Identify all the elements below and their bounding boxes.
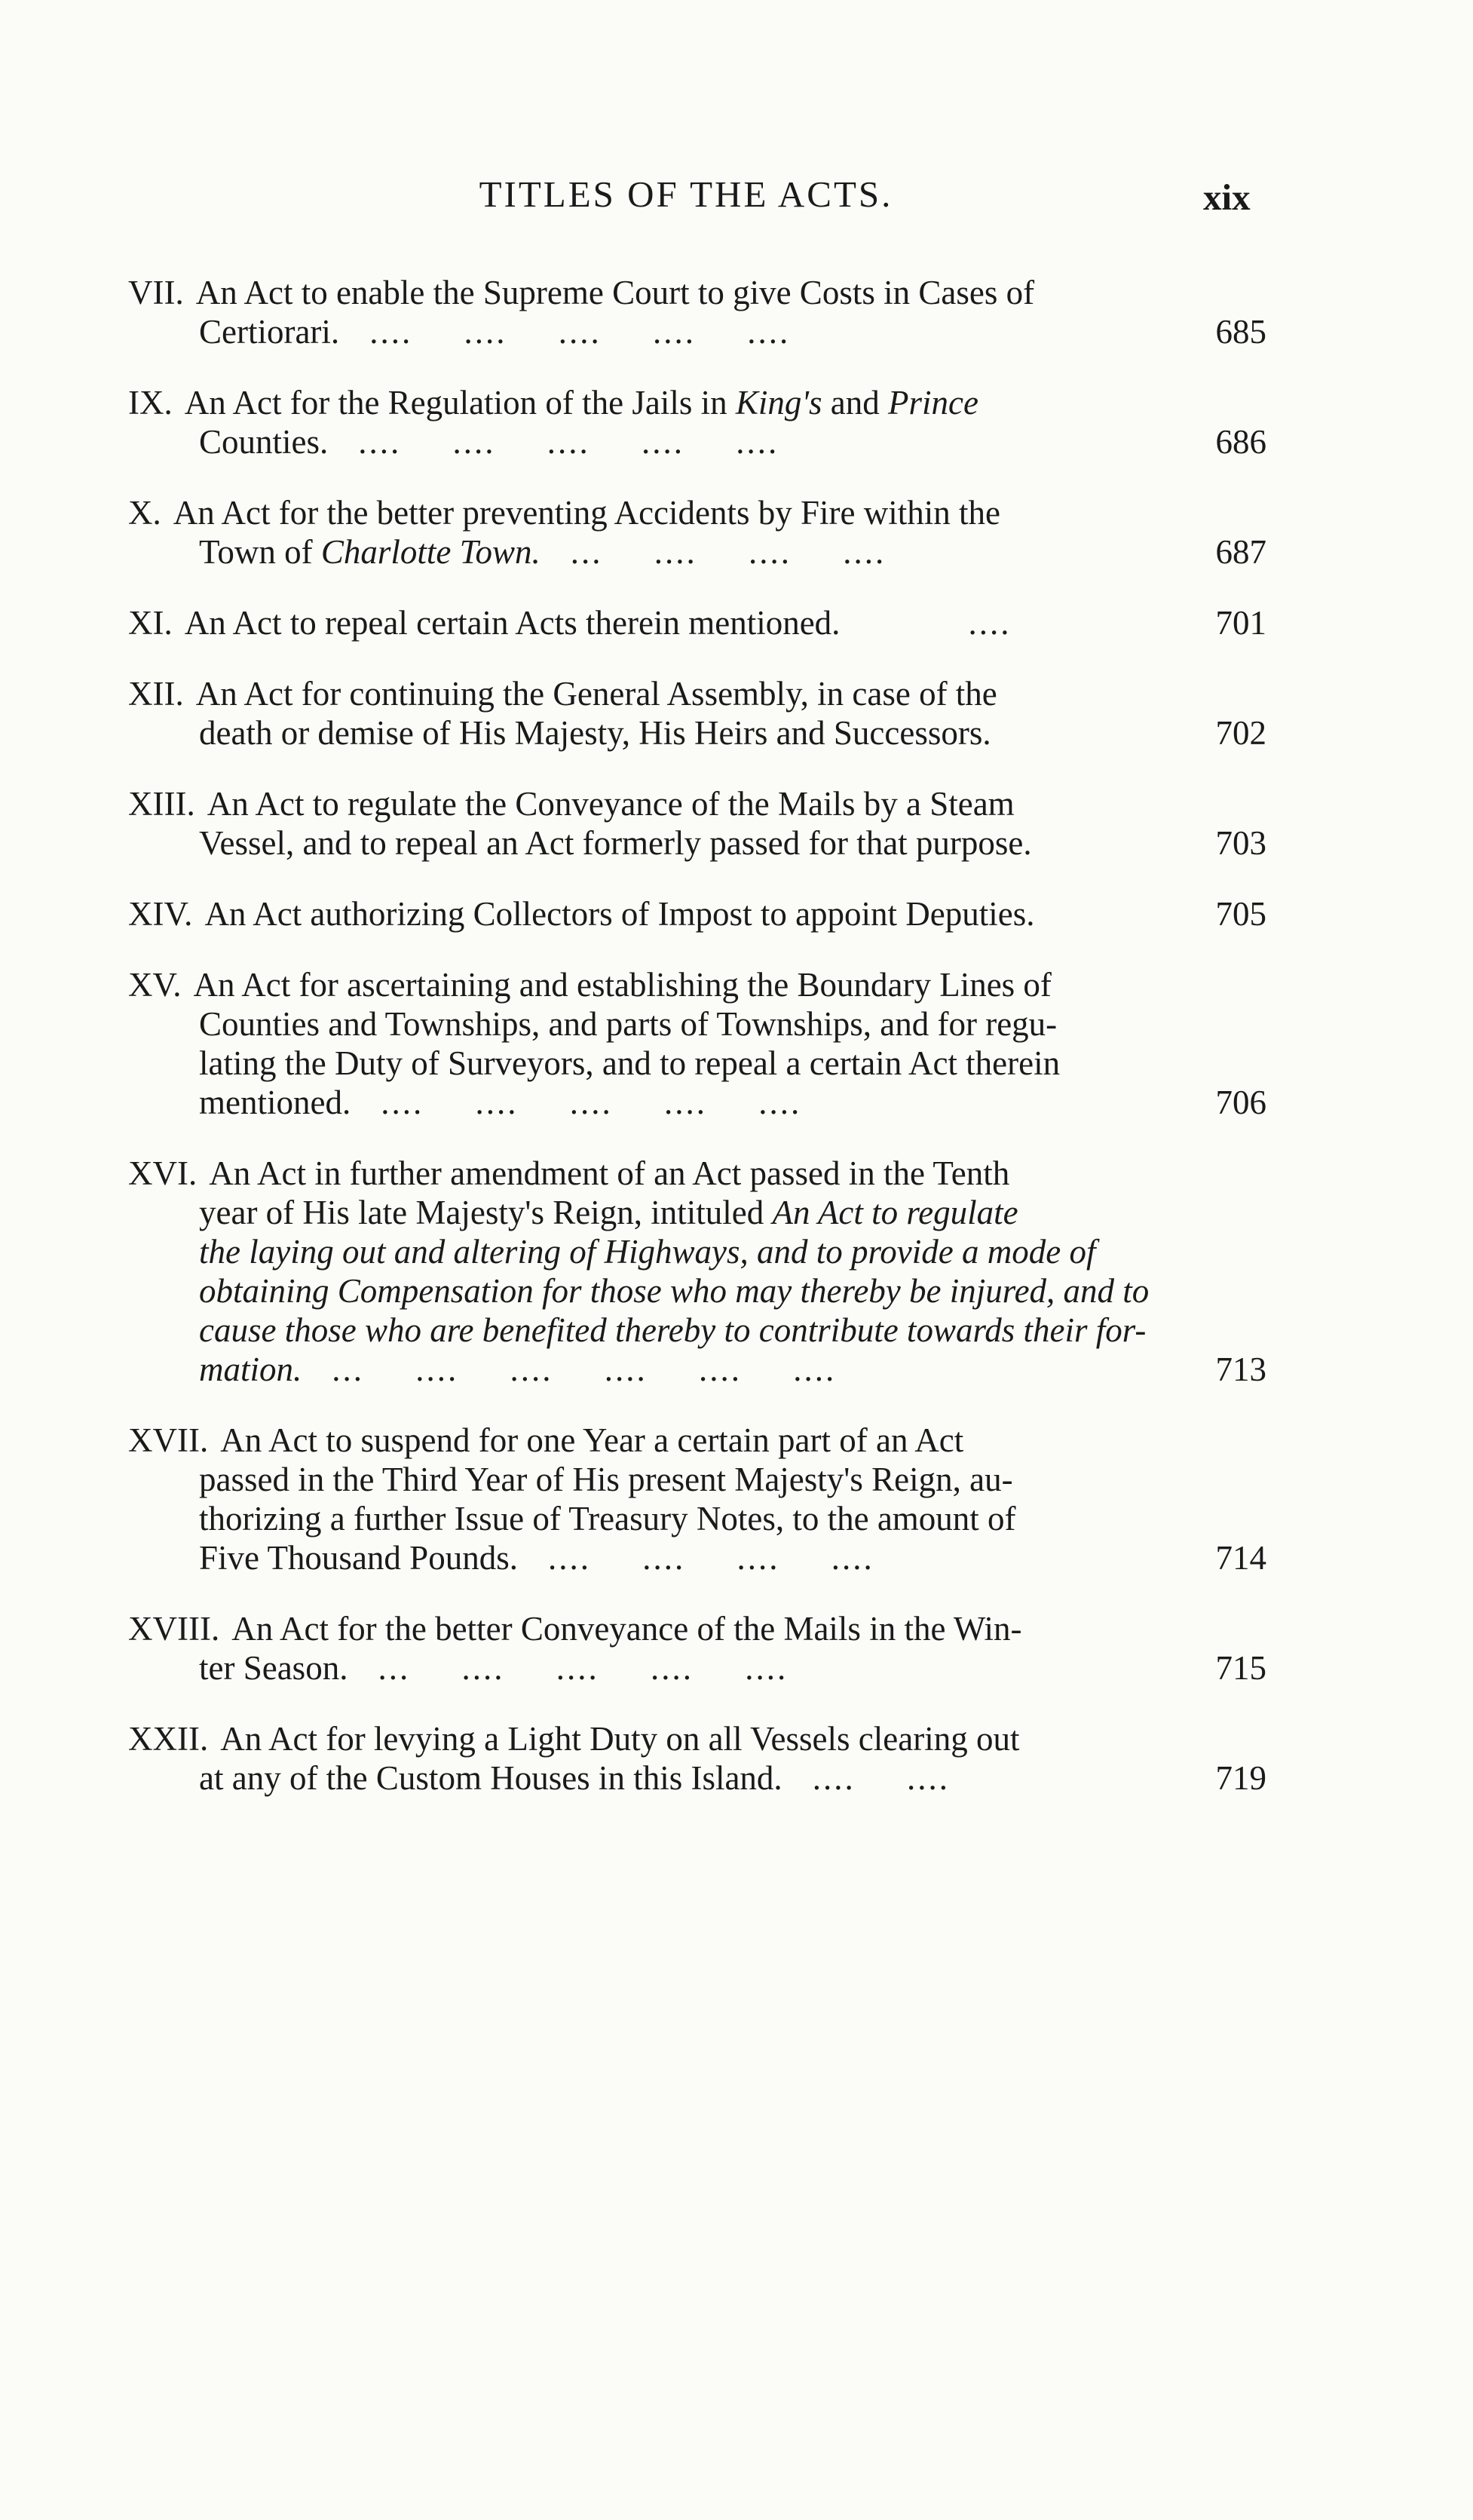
entry-text: Vessel, and to repeal an Act formerly passed for that purpose. (199, 824, 1032, 862)
entry-text: Town of (199, 533, 313, 571)
entry-text: Certiorari. (199, 313, 340, 351)
entry-text: An Act to regulate the Conveyance of the Mails by a Steam (207, 785, 1015, 823)
entry-page-number: 687 (1215, 533, 1266, 571)
dot-leaders: ... .... .... .... .... .... (332, 1350, 837, 1388)
entry-numeral: X. (128, 494, 161, 532)
entry-page-number: 715 (1215, 1649, 1266, 1687)
entry-text: thorizing a further Issue of Treasury Notes, to the amount of (199, 1500, 1016, 1537)
entry-text: death or demise of His Majesty, His Heirs and Successors. (199, 714, 991, 752)
dot-leaders: ... .... .... .... (570, 533, 887, 571)
table-of-contents (128, 273, 1266, 1829)
entry-text: Five Thousand Pounds. (199, 1539, 518, 1577)
dot-leaders: .... .... .... .... .... (381, 1084, 802, 1121)
entry-page-number: 701 (1215, 604, 1266, 642)
entry-numeral: XXII. (128, 1720, 209, 1758)
dot-leaders: .... .... .... .... (547, 1539, 874, 1577)
entry-numeral: XII. (128, 675, 184, 713)
entry-numeral: XVI. (128, 1154, 198, 1192)
entry-numeral: XIII. (128, 785, 195, 823)
entry-text: An Act for the better preventing Accidents by Fire within the (173, 494, 1000, 532)
entry-text: An Act for ascertaining and establishing the Boundary Lines of (193, 966, 1052, 1004)
entry-page-number: 703 (1215, 824, 1266, 862)
entry-text: An Act for levying a Light Duty on all Vessels clearing out (220, 1720, 1020, 1758)
entry-text: An Act to enable the Supreme Court to give Costs in Cases of (195, 274, 1035, 311)
toc-entry (128, 1609, 1266, 1688)
entry-text: at any of the Custom Houses in this Island. (199, 1759, 782, 1797)
entry-text: An Act to suspend for one Year a certain part of an Act (220, 1421, 964, 1459)
toc-entry (128, 784, 1266, 863)
page-folio: xix (1203, 176, 1251, 218)
entry-page-number: 685 (1215, 313, 1266, 351)
entry-text: Counties. (199, 423, 329, 461)
entry-numeral: XV. (128, 966, 182, 1004)
entry-text: An Act in further amendment of an Act passed in the Tenth (209, 1154, 1010, 1192)
toc-entry (128, 894, 1266, 934)
toc-entry (128, 674, 1266, 753)
toc-entry (128, 1421, 1266, 1577)
toc-entry (128, 383, 1266, 461)
page-header (0, 164, 1473, 225)
entry-page-number: 713 (1215, 1350, 1266, 1388)
entry-text: An Act for continuing the General Assembly, in case of the (195, 675, 997, 713)
entry-italic-text: the laying out and altering of Highways, and to provide a mode of (199, 1233, 1096, 1271)
entry-italic-text: mation. (199, 1350, 302, 1388)
dot-leaders: ... .... .... .... .... (378, 1649, 789, 1687)
entry-page-number: 714 (1215, 1539, 1266, 1577)
entry-italic-text: cause those who are benefited thereby to contribute towards their for- (199, 1311, 1147, 1349)
dot-leaders: .... .... (812, 1759, 950, 1797)
toc-entry (128, 273, 1266, 351)
entry-text: lating the Duty of Surveyors, and to repeal a certain Act therein (199, 1044, 1061, 1082)
toc-entry (128, 1719, 1266, 1798)
toc-entry (128, 603, 1266, 642)
toc-entry (128, 1154, 1266, 1389)
entry-page-number: 702 (1215, 714, 1266, 752)
entry-page-number: 686 (1215, 423, 1266, 461)
entry-numeral: XVIII. (128, 1610, 220, 1648)
entry-text: and (830, 384, 880, 422)
entry-numeral: XVII. (128, 1421, 209, 1459)
dot-leaders: .... .... .... .... .... (369, 313, 791, 351)
entry-text: An Act authorizing Collectors of Impost to appoint Deputies. (204, 895, 1035, 933)
entry-page-number: 719 (1215, 1759, 1266, 1797)
entry-text: passed in the Third Year of His present Majesty's Reign, au- (199, 1461, 1013, 1498)
entry-text: ter Season. (199, 1649, 348, 1687)
entry-numeral: XI. (128, 604, 173, 642)
entry-page-number: 706 (1215, 1084, 1266, 1121)
entry-italic-text: Charlotte Town. (320, 533, 541, 571)
entry-numeral: VII. (128, 274, 184, 311)
dot-leaders: .... .... .... .... .... (358, 423, 779, 461)
dot-leaders: .... (968, 604, 1012, 642)
entry-italic-text: Prince (888, 384, 978, 422)
toc-entry (128, 965, 1266, 1122)
entry-text: An Act to repeal certain Acts therein mentioned. (184, 604, 841, 642)
entry-numeral: IX. (128, 384, 173, 422)
running-title: TITLES OF THE ACTS. (479, 173, 893, 215)
entry-italic-text: King's (735, 384, 822, 422)
entry-text: An Act for the Regulation of the Jails in (184, 384, 727, 422)
entry-text: year of His late Majesty's Reign, intituled (199, 1194, 764, 1231)
entry-italic-text: An Act to regulate (772, 1194, 1018, 1231)
entry-text: Counties and Townships, and parts of Townships, and for regu- (199, 1005, 1058, 1043)
entry-page-number: 705 (1215, 895, 1266, 933)
entry-numeral: XIV. (128, 895, 193, 933)
toc-entry (128, 493, 1266, 572)
entry-text: An Act for the better Conveyance of the Mails in the Win- (231, 1610, 1022, 1648)
entry-text: mentioned. (199, 1084, 351, 1121)
entry-italic-text: obtaining Compensation for those who may thereby be injured, and to (199, 1272, 1150, 1310)
